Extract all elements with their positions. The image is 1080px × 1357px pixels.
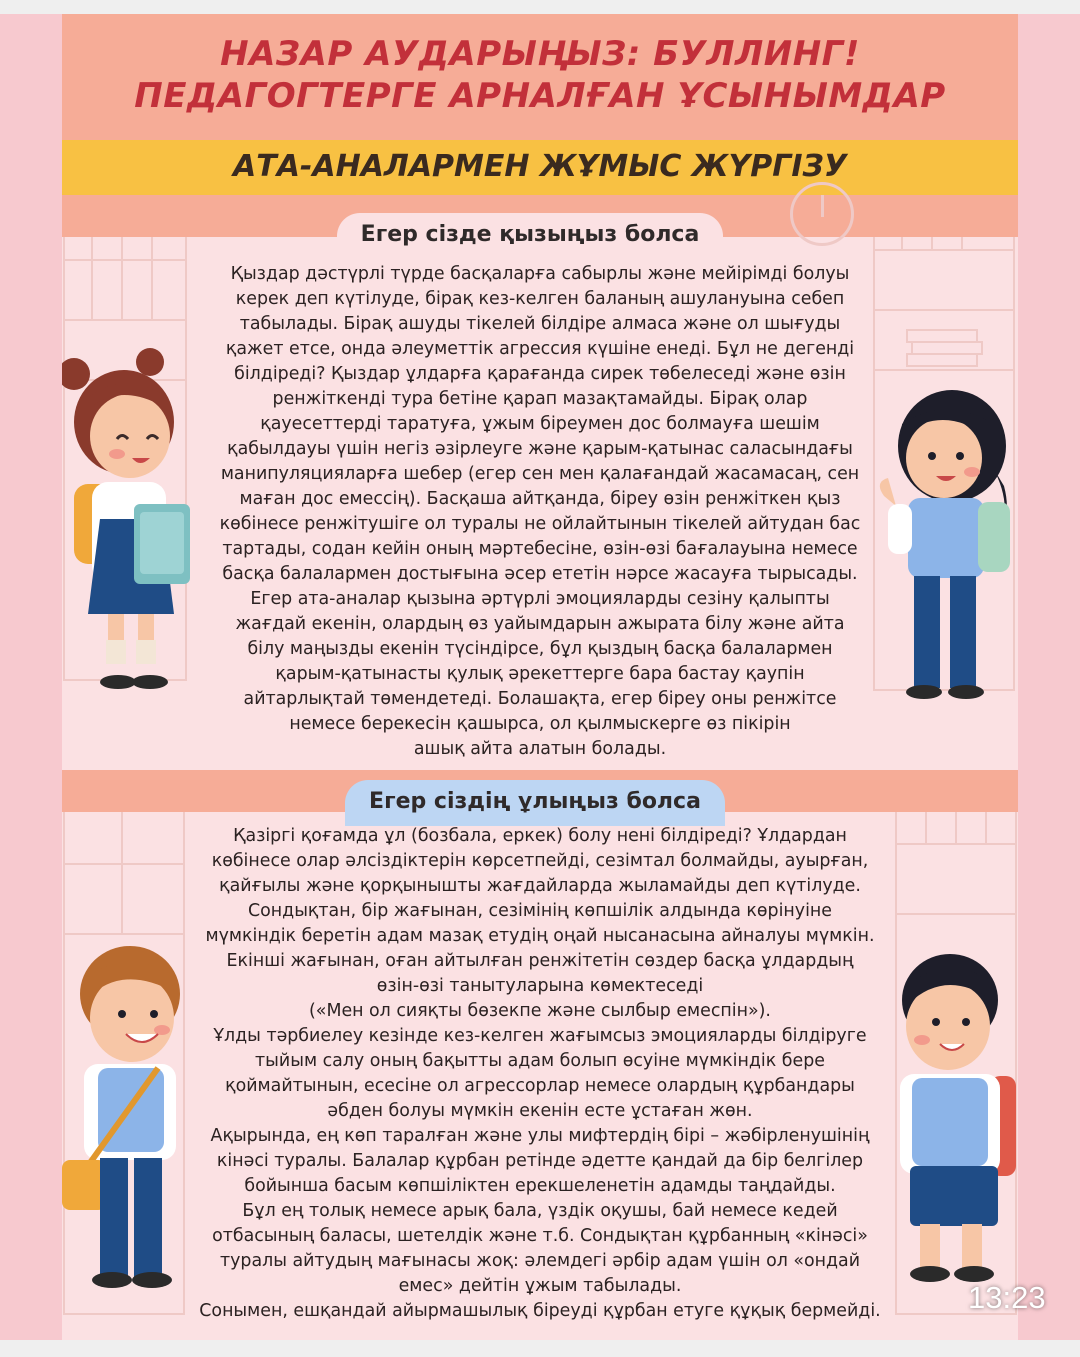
text-line: Егер ата-аналар қызына әртүрлі эмоцияларды сезіну қалыпты — [250, 589, 830, 609]
text-line: Қазіргі қоғамда ұл (бозбала, еркек) болу нені білдіреді? Ұлдардан — [233, 826, 847, 846]
header — [62, 14, 1018, 140]
text-line: Ұлды тәрбиелеу кезінде кез-келген жағымсыз эмоцияларды білдіруге — [213, 1026, 867, 1046]
text-line: қарым-қатынасты қулық әрекеттерге бара бастау қаупін — [275, 664, 805, 684]
text-line: туралы айтудың мағынасы жоқ: әлемдегі әрбір адам үшін ол «ондай — [219, 1251, 860, 1271]
section-body-son — [180, 824, 900, 1324]
text-line: Ақырында, ең көп таралған және улы мифтердің бірі – жәбірленушінің — [210, 1126, 870, 1146]
text-line: қоймайтынын, есесіне ол агрессорлар немесе олардың құрбандары — [225, 1076, 855, 1096]
text-line: отбасының баласы, шетелдік және т.б. Сондықтан құрбанның «кінәсі» — [212, 1226, 868, 1246]
text-line: табылады. Бірақ ашуды тікелей білдіре алмаса және ол шығуды — [239, 314, 841, 334]
page-title-line-2: ПЕДАГОГТЕРГЕ АРНАЛҒАН ҰСЫНЫМДАР — [134, 76, 946, 116]
text-line: Сондықтан, бір жағынан, сезімінің көпшілік алдында көрінуіне — [248, 901, 832, 921]
subtitle-banner — [62, 140, 1018, 195]
subtitle-banner-text: АТА-АНАЛАРМЕН ЖҰМЫС ЖҮРГІЗУ — [233, 149, 847, 184]
text-line: көбінесе ренжітушіге ол туралы не ойлайтынын тікелей айтудан бас — [219, 514, 861, 534]
text-line: қайғылы және қорқынышты жағдайларда жыламайды деп күтілуде. — [219, 876, 861, 896]
poster — [62, 14, 1018, 1340]
text-line: Бұл ең толық немесе арық бала, үздік оқушы, бай немесе кедей — [242, 1201, 838, 1221]
section-body-daughter — [190, 262, 890, 762]
text-line: жағдай екенін, олардың өз уайымдарын ажырата білу және айта — [235, 614, 845, 634]
top-system-bar — [0, 0, 1080, 14]
text-line: өзін-өзі танытуларына көмектеседі — [376, 976, 704, 996]
section-heading-daughter: Егер сізде қызыңыз болса — [337, 213, 723, 259]
text-line: емес» дейтін ұжым табылады. — [398, 1276, 682, 1296]
text-line: маған дос емессің). Басқаша айтқанда, біреу өзін ренжіткен қыз — [239, 489, 841, 509]
text-line: тартады, содан кейін оның мәртебесіне, өзін-өзі бағалауына немесе — [222, 539, 858, 559]
text-line: қажет етсе, онда әлеуметтік агрессия күшіне енеді. Бұл не дегенді — [225, 339, 855, 359]
girl-waving-illustration — [874, 386, 1018, 706]
text-line: бойынша басым көпшіліктен ерекшеленетін адамды таңдайды. — [244, 1176, 836, 1196]
text-line: басқа балалармен достығына әсер ететін нәрсе жасауға тырысады. — [222, 564, 858, 584]
text-line: білдіреді? Қыздар ұлдарға қарағанда сирек төбелеседі және өзін — [234, 364, 846, 384]
text-line: қабылдауы үшін негіз әзірлеуге және қарым-қатынас саласындағы — [227, 439, 853, 459]
text-line: керек деп күтілуде, бірақ кез-келген баланың ашулануына себеп — [235, 289, 845, 309]
girl-with-books-illustration — [62, 344, 192, 694]
boy-with-backpack-illustration — [890, 946, 1018, 1286]
text-line: тыйым салу оның бақытты адам болып өсуіне мүмкіндік бере — [255, 1051, 825, 1071]
boy-with-bag-illustration — [62, 934, 192, 1290]
text-line: немесе берекесін қашырса, ол қылмыскерге өз пікірін — [289, 714, 791, 734]
text-line: Қыздар дәстүрлі түрде басқаларға сабырлы және мейірімді болуы — [230, 264, 850, 284]
text-line: ашық айта алатын болады. — [413, 739, 667, 759]
text-line: мүмкіндік беретін адам мазақ етудің оңай нысанасына айналуы мүмкін. — [205, 926, 875, 946]
text-line: кінәсі туралы. Балалар құрбан ретінде әдетте қандай да бір белгілер — [216, 1151, 864, 1171]
text-line: қауесеттерді таратуға, ұжым біреумен дос болмауға шешім — [260, 414, 820, 434]
text-line: ренжіткенді тура бетіне қарап мазақтамайды. Бірақ олар — [272, 389, 808, 409]
text-line: көбінесе олар әлсіздіктерін көрсетпейді, сезімтал болмайды, ауырған, — [211, 851, 869, 871]
video-timestamp: 13:23 — [968, 1280, 1046, 1315]
clock-icon — [790, 182, 854, 246]
section-heading-son: Егер сіздің ұлыңыз болса — [345, 780, 725, 826]
page-title-line-1: НАЗАР АУДАРЫҢЫЗ: БУЛЛИНГ! — [220, 34, 860, 74]
bottom-system-bar — [0, 1340, 1080, 1357]
text-line: Сонымен, ешқандай айырмашылық біреуді құрбан етуге құқық бермейді. — [199, 1301, 881, 1321]
text-line: («Мен ол сияқты бөзекпе және сылбыр емеспін»). — [309, 1001, 771, 1021]
text-line: білу маңызды екенін түсіндірсе, бұл қыздың басқа балалармен — [247, 639, 833, 659]
text-line: айтарлықтай төмендетеді. Болашақта, егер біреу оны ренжітсе — [243, 689, 837, 709]
text-line: Екінші жағынан, оған айтылған ренжітетін сөздер басқа ұлдардың — [226, 951, 854, 971]
text-line: әбден болуы мүмкін екенін есте ұстаған жөн. — [327, 1101, 753, 1121]
text-line: манипуляцияларға шебер (егер сен мен қалағандай жасамасаң, сен — [220, 464, 860, 484]
